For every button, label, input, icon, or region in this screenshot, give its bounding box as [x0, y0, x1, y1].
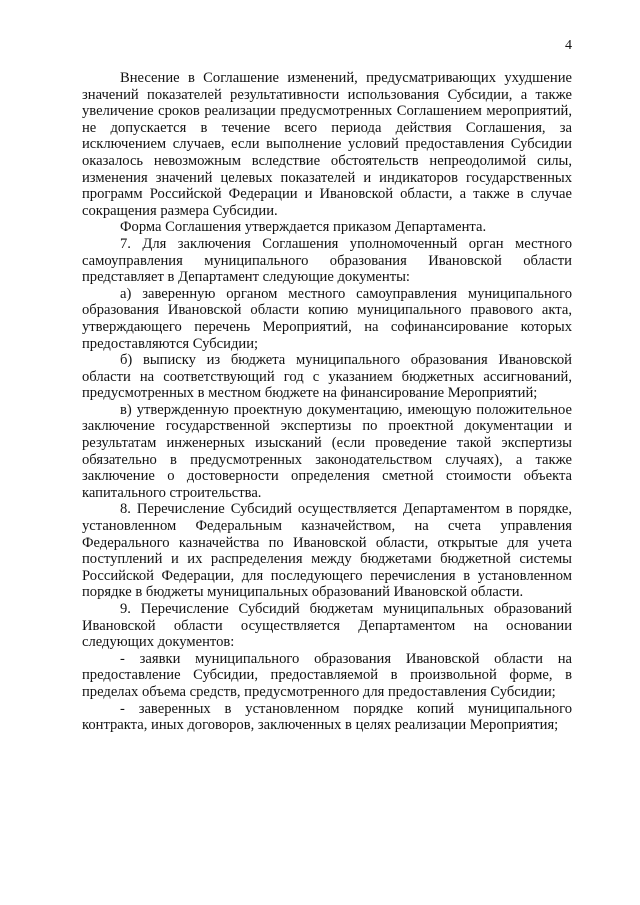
- paragraph-item-9-contracts: - заверенных в установленном порядке копий муниципального контракта, иных договоров, заключенных в целях реализации Мероприятия;: [82, 700, 572, 734]
- paragraph-item-8: 8. Перечисление Субсидий осуществляется Департаментом в порядке, установленном Федеральным казначейством, на счета управления Федерального казначейства по Ивановской области, открытые для учета поступлений и их распределения между бюджетами бюджетной системы Российской Федерации, для последующего перечисления в установленном порядке в бюджеты муниципальных образований Ивановской области.: [82, 501, 572, 601]
- document-body: [82, 70, 572, 734]
- page-number: 4: [565, 38, 572, 53]
- paragraph-item-7a: а) заверенную органом местного самоуправления муниципального образования Ивановской области копию муниципального правового акта, утверждающего перечень Мероприятий, на софинансирование которых предоставляются Субсидии;: [82, 285, 572, 352]
- paragraph-agreement-form: Форма Соглашения утверждается приказом Департамента.: [120, 219, 487, 236]
- paragraph-item-7v: в) утвержденную проектную документацию, имеющую положительное заключение государственной экспертизы по проектной документации и результатам инженерных изысканий (если проведение такой экспертизы обязательно в предусмотренных законодательством случаях), а также заключение о достоверности определения сметной стоимости объекта капитального строительства.: [82, 401, 572, 501]
- paragraph-amendments: Внесение в Соглашение изменений, предусматривающих ухудшение значений показателей результативности использования Субсидии, а также увеличение сроков реализации предусмотренных Соглашением мероприятий, не допускается в течение всего периода действия Соглашения, за исключением случаев, если выполнение условий предоставления Субсидии оказалось невозможным вследствие обстоятельств непреодолимой силы, изменения значений целевых показателей и индикаторов государственных программ Российской Федерации и Ивановской области, а также в случае сокращения размера Субсидии.: [82, 70, 572, 219]
- paragraph-item-9: 9. Перечисление Субсидий бюджетам муниципальных образований Ивановской области осуществляется Департаментом на основании следующих документов:: [82, 601, 572, 651]
- paragraph-item-9-application: - заявки муниципального образования Ивановской области на предоставление Субсидии, предоставляемой в произвольной форме, в пределах объема средств, предусмотренного для предоставления Субсидии;: [82, 650, 572, 700]
- paragraph-item-7: 7. Для заключения Соглашения уполномоченный орган местного самоуправления муниципального образования Ивановской области представляет в Департамент следующие документы:: [82, 235, 572, 286]
- paragraph-item-7b: б) выписку из бюджета муниципального образования Ивановской области на соответствующий год с указанием бюджетных ассигнований, предусмотренных в местном бюджете на финансирование Мероприятий;: [82, 352, 572, 402]
